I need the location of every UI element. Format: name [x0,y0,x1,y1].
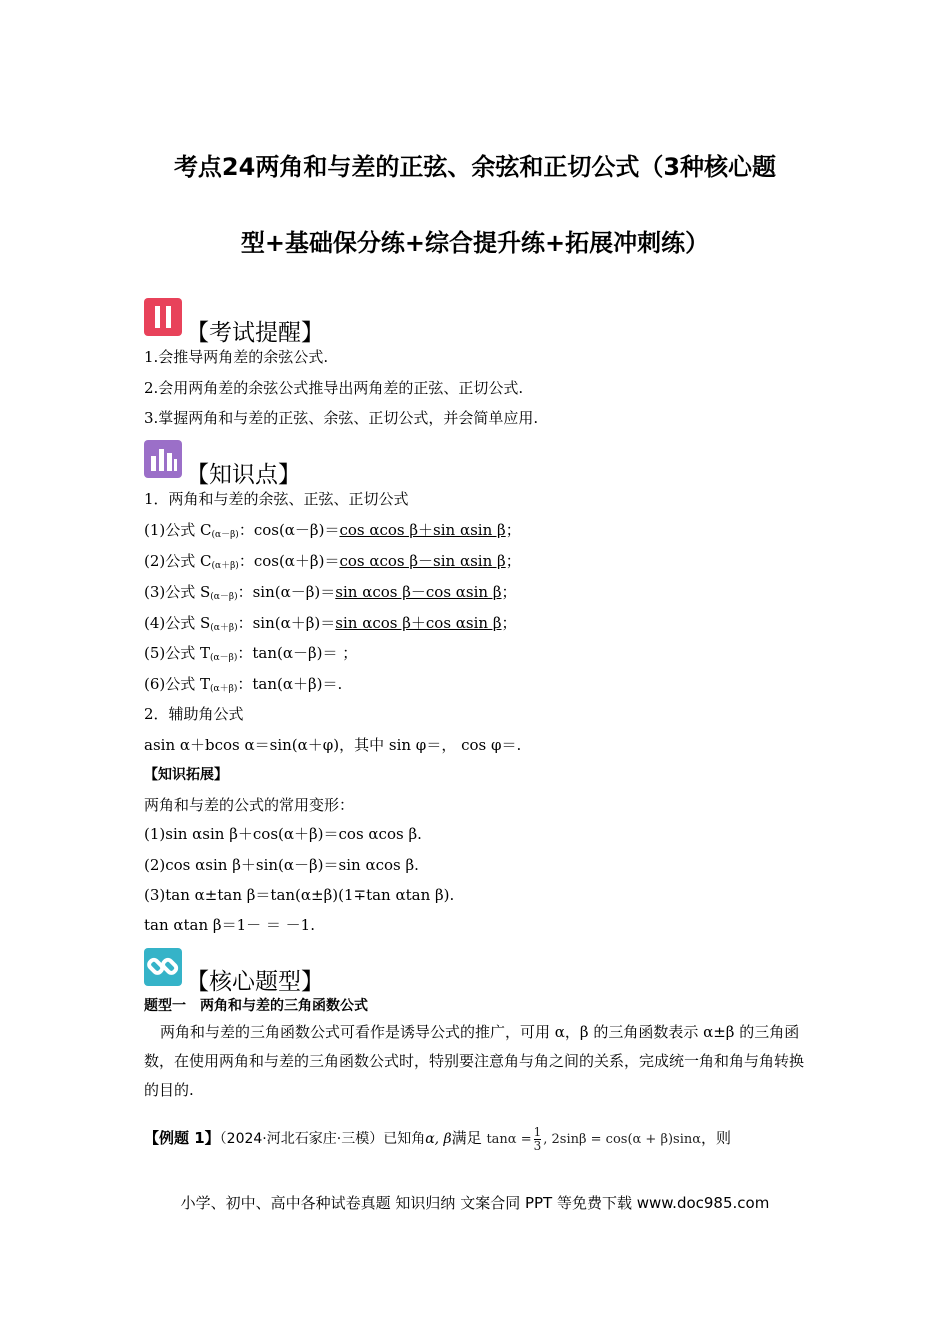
extension-item: (2)cos αsin β＋sin(α－β)＝sin αcos β. [144,856,419,874]
section-knowledge: 【知识点】 [186,462,301,488]
type1-heading: 题型一 两角和与差的三角函数公式 [144,998,368,1014]
tip-2: 2.会用两角差的余弦公式推导出两角差的正弦、正切公式. [144,379,524,397]
pause-icon [144,298,182,336]
knowledge-heading-2: 2．辅助角公式 [144,705,244,723]
section-core-types: 【核心题型】 [186,969,324,995]
example-1: 【例题 1】（2024·河北石家庄·三模）已知角α, β满足 tanα = $\frac{1}{3}$ , 2sinβ = cos(α + β)sinα，则 [144,1125,732,1153]
bar-chart-icon [144,440,182,478]
formula-c-plus: (2)公式 $C_{(\alpha+\beta)}$：cos(α＋β)＝cos αcos β－sin αsin β； [144,552,521,571]
extension-item: (1)sin αsin β＋cos(α＋β)＝cos αcos β. [144,825,422,843]
formula-s-minus: (3)公式 $S_{(\alpha-\beta)}$：sin(α－β)＝sin αcos β－cos αsin β； [144,583,517,602]
example-label: 【例题 1】 [144,1129,220,1147]
formula-c-minus: (1)公式 $C_{(\alpha-\beta)}$：cos(α－β)＝cos αcos β＋sin αsin β； [144,521,521,540]
knowledge-heading-1: 1．两角和与差的余弦、正弦、正切公式 [144,490,409,508]
formula-s-plus: (4)公式 $S_{(\alpha+\beta)}$：sin(α＋β)＝sin αcos β＋cos αsin β； [144,614,517,633]
link-icon [144,948,182,986]
formula-t-minus: (5)公式 $T_{(\alpha-\beta)}$：tan(α－β)＝ ； [144,644,358,663]
auxiliary-angle-formula: asin α＋bcos α＝sin(α＋φ)，其中 sin φ＝， cos φ＝. [144,736,522,754]
formula-t-plus: (6)公式 $T_{(\alpha+\beta)}$：tan(α＋β)＝. [144,675,343,694]
tip-1: 1.会推导两角差的余弦公式. [144,348,329,366]
extension-item: (3)tan α±tan β＝tan(α±β)(1∓tan αtan β). [144,886,455,904]
extension-intro: 两角和与差的公式的常用变形： [144,796,355,814]
footer: 小学、初中、高中各种试卷真题 知识归纳 文案合同 PPT 等免费下载 www.doc985.com [180,1194,770,1212]
tip-3: 3.掌握两角和与差的正弦、余弦、正切公式，并会简单应用. [144,409,539,427]
section-exam-tips: 【考试提醒】 [186,320,324,346]
page-title-line1: 考点24两角和与差的正弦、余弦和正切公式（3种核心题 [173,153,777,181]
extension-item: tan αtan β＝1－ ＝ －1. [144,916,315,934]
extension-label: 【知识拓展】 [144,767,228,783]
page-title-line2: 型+基础保分练+综合提升练+拓展冲刺练） [240,229,710,257]
type1-paragraph: 两角和与差的三角函数公式可看作是诱导公式的推广，可用 α，β 的三角函数表示 α±β 的三角函数，在使用两角和与差的三角函数公式时，特别要注意角与角之间的关系，完成统一角和角与角转换的目的. [144,1023,805,1099]
condition-formula: tanα = $\frac{1}{3}$ , 2sinβ = cos(α + β)sinα [486,1125,702,1153]
